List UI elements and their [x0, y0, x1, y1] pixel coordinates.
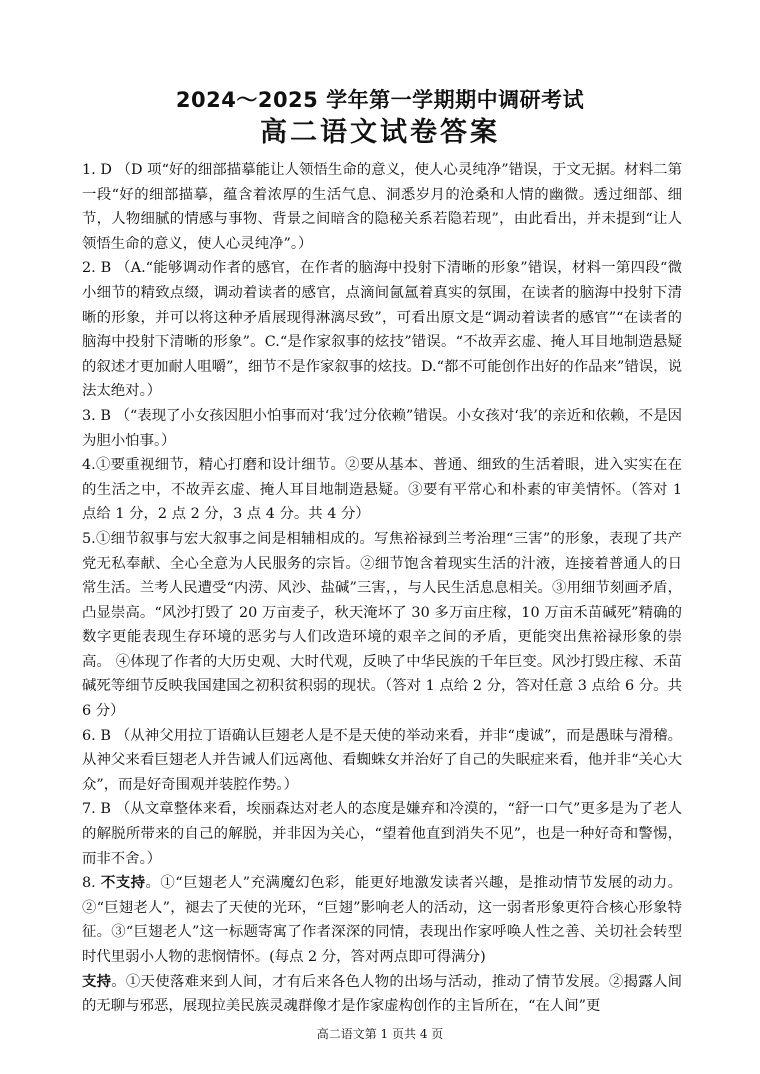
- for-text: 。①天使落难来到人间，才有后来各色人物的出场与活动，推动了情节发展。②揭露人间的无聊与邪恶，展现拉美民族灵魂群像才是作家虚构创作的主旨所在，“在人间”更: [82, 973, 682, 1015]
- for-label: 支持: [82, 972, 112, 990]
- answer-7: 7. B （从文章整体来看，埃丽森达对老人的态度是嫌弃和冷漠的，“舒一口气”更多是为了老人的解脱所带来的自己的解脱，并非因为关心，“望着他直到消失不见”，也是一种好奇和警惕，而非不舍。）: [82, 801, 682, 867]
- answer-4: 4.①要重视细节，精心打磨和设计细节。②要从基本、普通、细致的生活着眼，进入实实在在的生活之中，不故弄玄虚、掩人耳目地制造悬疑。③要有平常心和朴素的审美情怀。（答对 1 点给 1 分，2 点 2 分，3 点 4 分。共 4 分）: [82, 457, 682, 523]
- answer-8-number: 8.: [82, 875, 101, 892]
- document-title: 高二语文试卷答案: [260, 117, 500, 148]
- answer-2: 2. B （A.“能够调动作者的感官，在作者的脑海中投射下清晰的形象”错误，材料一第四段“微小细节的精致点缀，调动着读者的感官，点滴间氤氲着真实的氛围，在读者的脑海中投射下清晰的形象，并可以将这种矛盾展现得淋漓尽致”，可看出原文是“调动着读者的感官”“在读者的脑海中投射下清晰的形象”。C.“是作家叙事的炫技”错误。“不故弄玄虚、掩人耳目地制造悬疑的叙述才更加耐人咀嚼”，细节不是作家叙事的炫技。D.“都不可能创作出好的作品来”错误，说法太绝对。）: [82, 260, 682, 400]
- exam-title: 2024～2025 学年第一学期期中调研考试: [175, 88, 585, 112]
- answer-content: [82, 158, 682, 1019]
- answer-8-for: [82, 970, 682, 1019]
- answer-8-against: [82, 871, 682, 969]
- against-label: 不支持: [100, 874, 146, 892]
- against-text: 。①“巨翅老人”充满魔幻色彩，能更好地激发读者兴趣，是推动情节发展的动力。②“巨翅老人”，褪去了天使的光环，“巨翅”影响老人的活动，这一弱者形象更符合核心形象特征。③“巨翅老人”这一标题寄寓了作者深深的同情，表现出作家呼唤人性之善、关切社会转型时代里弱小人物的悲悯情怀。(每点 2 分，答对两点即可得满分): [82, 875, 682, 965]
- answer-3: 3. B （“表现了小女孩因胆小怕事而对‘我’过分依赖”错误。小女孩对‘我’的亲近和依赖，不是因为胆小怕事。）: [82, 407, 682, 449]
- page-footer: 高二语文第 1 页共 4 页: [316, 1027, 444, 1041]
- answer-6: 6. B （从神父用拉丁语确认巨翅老人是不是天使的举动来看，并非“虔诚”，而是愚昧与滑稽。从神父来看巨翅老人并告诫人们远离他、看蜘蛛女并治好了自己的失眠症来看，他并非“关心大众”，而是好奇围观并装腔作势。）: [82, 727, 682, 793]
- answer-1: 1. D （D 项“好的细部描摹能让人领悟生命的意义，使人心灵纯净”错误，于文无据。材料二第一段“好的细部描摹，蕴含着浓厚的生活气息、洞悉岁月的沧桑和人情的幽微。透过细部、细节，人物细腻的情感与事物、背景之间暗含的隐秘关系若隐若现”，由此看出，并未提到“让人领悟生命的意义，使人心灵纯净”。）: [82, 162, 682, 252]
- answer-5: 5.①细节叙事与宏大叙事之间是相辅相成的。写焦裕禄到兰考治理“三害”的形象，表现了共产党无私奉献、全心全意为人民服务的宗旨。②细节饱含着现实生活的汁液，连接着普通人的日常生活。兰考人民遭受“内涝、风沙、盐碱”三害，，与人民生活息息相关。③用细节刻画矛盾，凸显崇高。“风沙打毁了 20 万亩麦子，秋天淹坏了 30 多万亩庄稼，10 万亩禾苗碱死”精确的数字更能表现生存环境的恶劣与人们改造环境的艰辛之间的矛盾，更能突出焦裕禄形象的崇高。 ④体现了作者的大历史观、大时代观，反映了中华民族的千年巨变。风沙打毁庄稼、禾苗碱死等细节反映我国建国之初积贫积弱的现状。（答对 1 点给 2 分，答对任意 3 点给 6 分。共 6 分）: [82, 530, 682, 720]
